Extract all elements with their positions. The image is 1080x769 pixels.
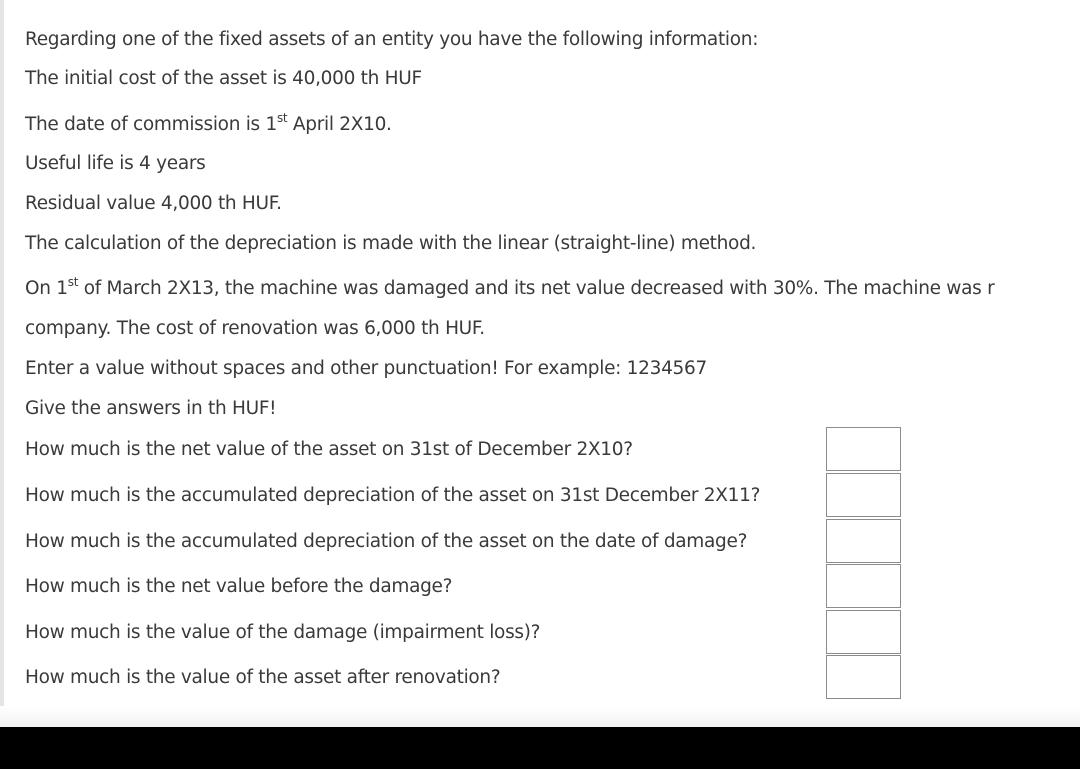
- page-bottom-shadow: [0, 706, 1080, 727]
- question-5-answer-input[interactable]: [826, 610, 901, 654]
- instruction-units: Give the answers in th HUF!: [25, 398, 277, 419]
- question-3-label: How much is the accumulated depreciation of the asset on the date of damage?: [25, 531, 748, 552]
- left-border-rule: [0, 0, 4, 727]
- question-1-label: How much is the net value of the asset on 31st of December 2X10?: [25, 439, 633, 460]
- letterbox-bar: [0, 727, 1080, 769]
- question-1-answer-input[interactable]: [826, 427, 901, 471]
- question-4-label: How much is the net value before the damage?: [25, 576, 453, 597]
- question-2-label: How much is the accumulated depreciation of the asset on 31st December 2X11?: [25, 485, 761, 506]
- intro-line-commission-date: [25, 110, 392, 137]
- intro-line-1: Regarding one of the fixed assets of an entity you have the following information:: [25, 29, 759, 50]
- damage-text: On 1: [25, 278, 68, 299]
- intro-line-damage: [25, 274, 995, 301]
- intro-line-method: The calculation of the depreciation is made with the linear (straight-line) method.: [25, 233, 757, 254]
- ordinal-suffix: st: [67, 274, 79, 289]
- question-6-label: How much is the value of the asset after renovation?: [25, 667, 501, 688]
- damage-text-end: of March 2X13, the machine was damaged and its net value decreased with 30%. The machine was r: [78, 278, 995, 299]
- question-6-answer-input[interactable]: [826, 655, 901, 699]
- commission-date-text: The date of commission is 1: [25, 114, 277, 135]
- question-2-answer-input[interactable]: [826, 473, 901, 517]
- question-4-answer-input[interactable]: [826, 564, 901, 608]
- question-5-label: How much is the value of the damage (impairment loss)?: [25, 622, 541, 643]
- question-3-answer-input[interactable]: [826, 519, 901, 563]
- intro-line-useful-life: Useful life is 4 years: [25, 153, 206, 174]
- ordinal-suffix: st: [276, 110, 288, 125]
- intro-line-initial-cost: The initial cost of the asset is 40,000 th HUF: [25, 68, 422, 89]
- intro-line-residual-value: Residual value 4,000 th HUF.: [25, 193, 282, 214]
- commission-date-text-end: April 2X10.: [287, 114, 392, 135]
- instruction-format: Enter a value without spaces and other punctuation! For example: 1234567: [25, 358, 707, 379]
- intro-line-renovation: company. The cost of renovation was 6,000 th HUF.: [25, 318, 485, 339]
